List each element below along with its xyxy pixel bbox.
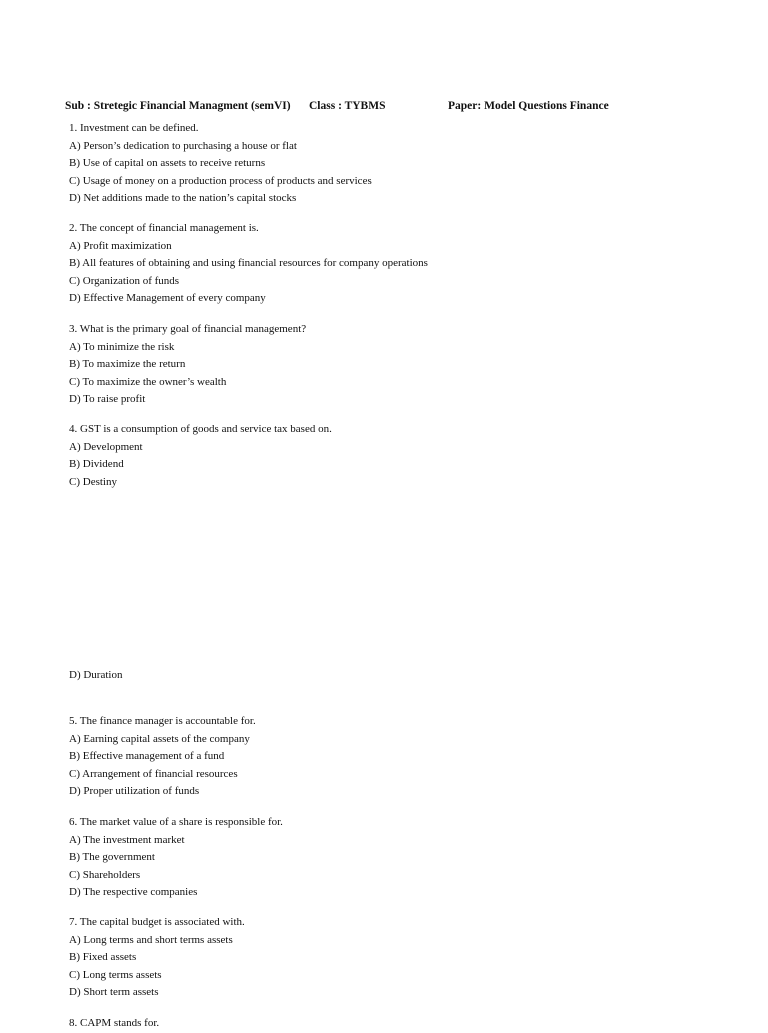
- question-text: 3. What is the primary goal of financial management?: [69, 323, 307, 335]
- option-a: A) The investment market: [69, 833, 185, 846]
- option-d: D) Net additions made to the nation’s capital stocks: [69, 192, 297, 205]
- option-b: B) Effective management of a fund: [69, 750, 225, 763]
- option-d: D) Short term assets: [69, 986, 159, 999]
- question-block-6: [69, 814, 283, 902]
- question-text: 8. CAPM stands for.: [69, 1017, 160, 1029]
- question-block-4-continued: [69, 667, 122, 685]
- option-c: C) Long terms assets: [69, 968, 162, 981]
- option-a: A) To minimize the risk: [69, 340, 175, 353]
- question-text: 6. The market value of a share is responsible for.: [69, 816, 283, 828]
- option-d: D) Proper utilization of funds: [69, 785, 200, 798]
- option-a: A) Person’s dedication to purchasing a house or flat: [69, 139, 297, 152]
- option-c: C) Organization of funds: [69, 274, 180, 287]
- option-d: D) Duration: [69, 669, 123, 681]
- option-b: B) To maximize the return: [69, 358, 186, 371]
- option-c: C) Shareholders: [69, 868, 141, 881]
- question-text: 7. The capital budget is associated with.: [69, 916, 245, 928]
- question-text: 4. GST is a consumption of goods and service tax based on.: [69, 423, 332, 435]
- subject-label: Sub : Stretegic Financial Managment (semVI): [65, 100, 291, 112]
- option-c: C) Destiny: [69, 475, 117, 488]
- option-b: B) Dividend: [69, 458, 124, 471]
- option-a: A) Earning capital assets of the company: [69, 732, 250, 745]
- question-text: 5. The finance manager is accountable for.: [69, 715, 256, 727]
- option-d: D) The respective companies: [69, 886, 198, 899]
- question-block-3: [69, 321, 306, 409]
- option-d: D) To raise profit: [69, 393, 146, 406]
- option-b: B) Fixed assets: [69, 951, 137, 964]
- question-block-2: [69, 220, 428, 308]
- question-text: 1. Investment can be defined.: [69, 122, 199, 134]
- question-block-7: [69, 914, 245, 1002]
- question-text: 2. The concept of financial management is.: [69, 222, 259, 234]
- option-c: C) Arrangement of financial resources: [69, 767, 238, 780]
- question-block-4: [69, 421, 332, 491]
- option-b: B) All features of obtaining and using financial resources for company operations: [69, 257, 428, 270]
- option-a: A) Development: [69, 440, 143, 453]
- option-b: B) The government: [69, 851, 155, 864]
- option-c: C) To maximize the owner’s wealth: [69, 375, 227, 388]
- option-a: A) Long terms and short terms assets: [69, 933, 233, 946]
- option-c: C) Usage of money on a production process of products and services: [69, 174, 372, 187]
- question-block-5: [69, 713, 256, 801]
- question-block-1: [69, 120, 372, 208]
- class-label: Class : TYBMS: [309, 100, 386, 112]
- option-d: D) Effective Management of every company: [69, 292, 266, 305]
- option-a: A) Profit maximization: [69, 239, 172, 252]
- page-header: [65, 100, 745, 116]
- paper-label: Paper: Model Questions Finance: [448, 100, 609, 112]
- option-b: B) Use of capital on assets to receive returns: [69, 157, 266, 170]
